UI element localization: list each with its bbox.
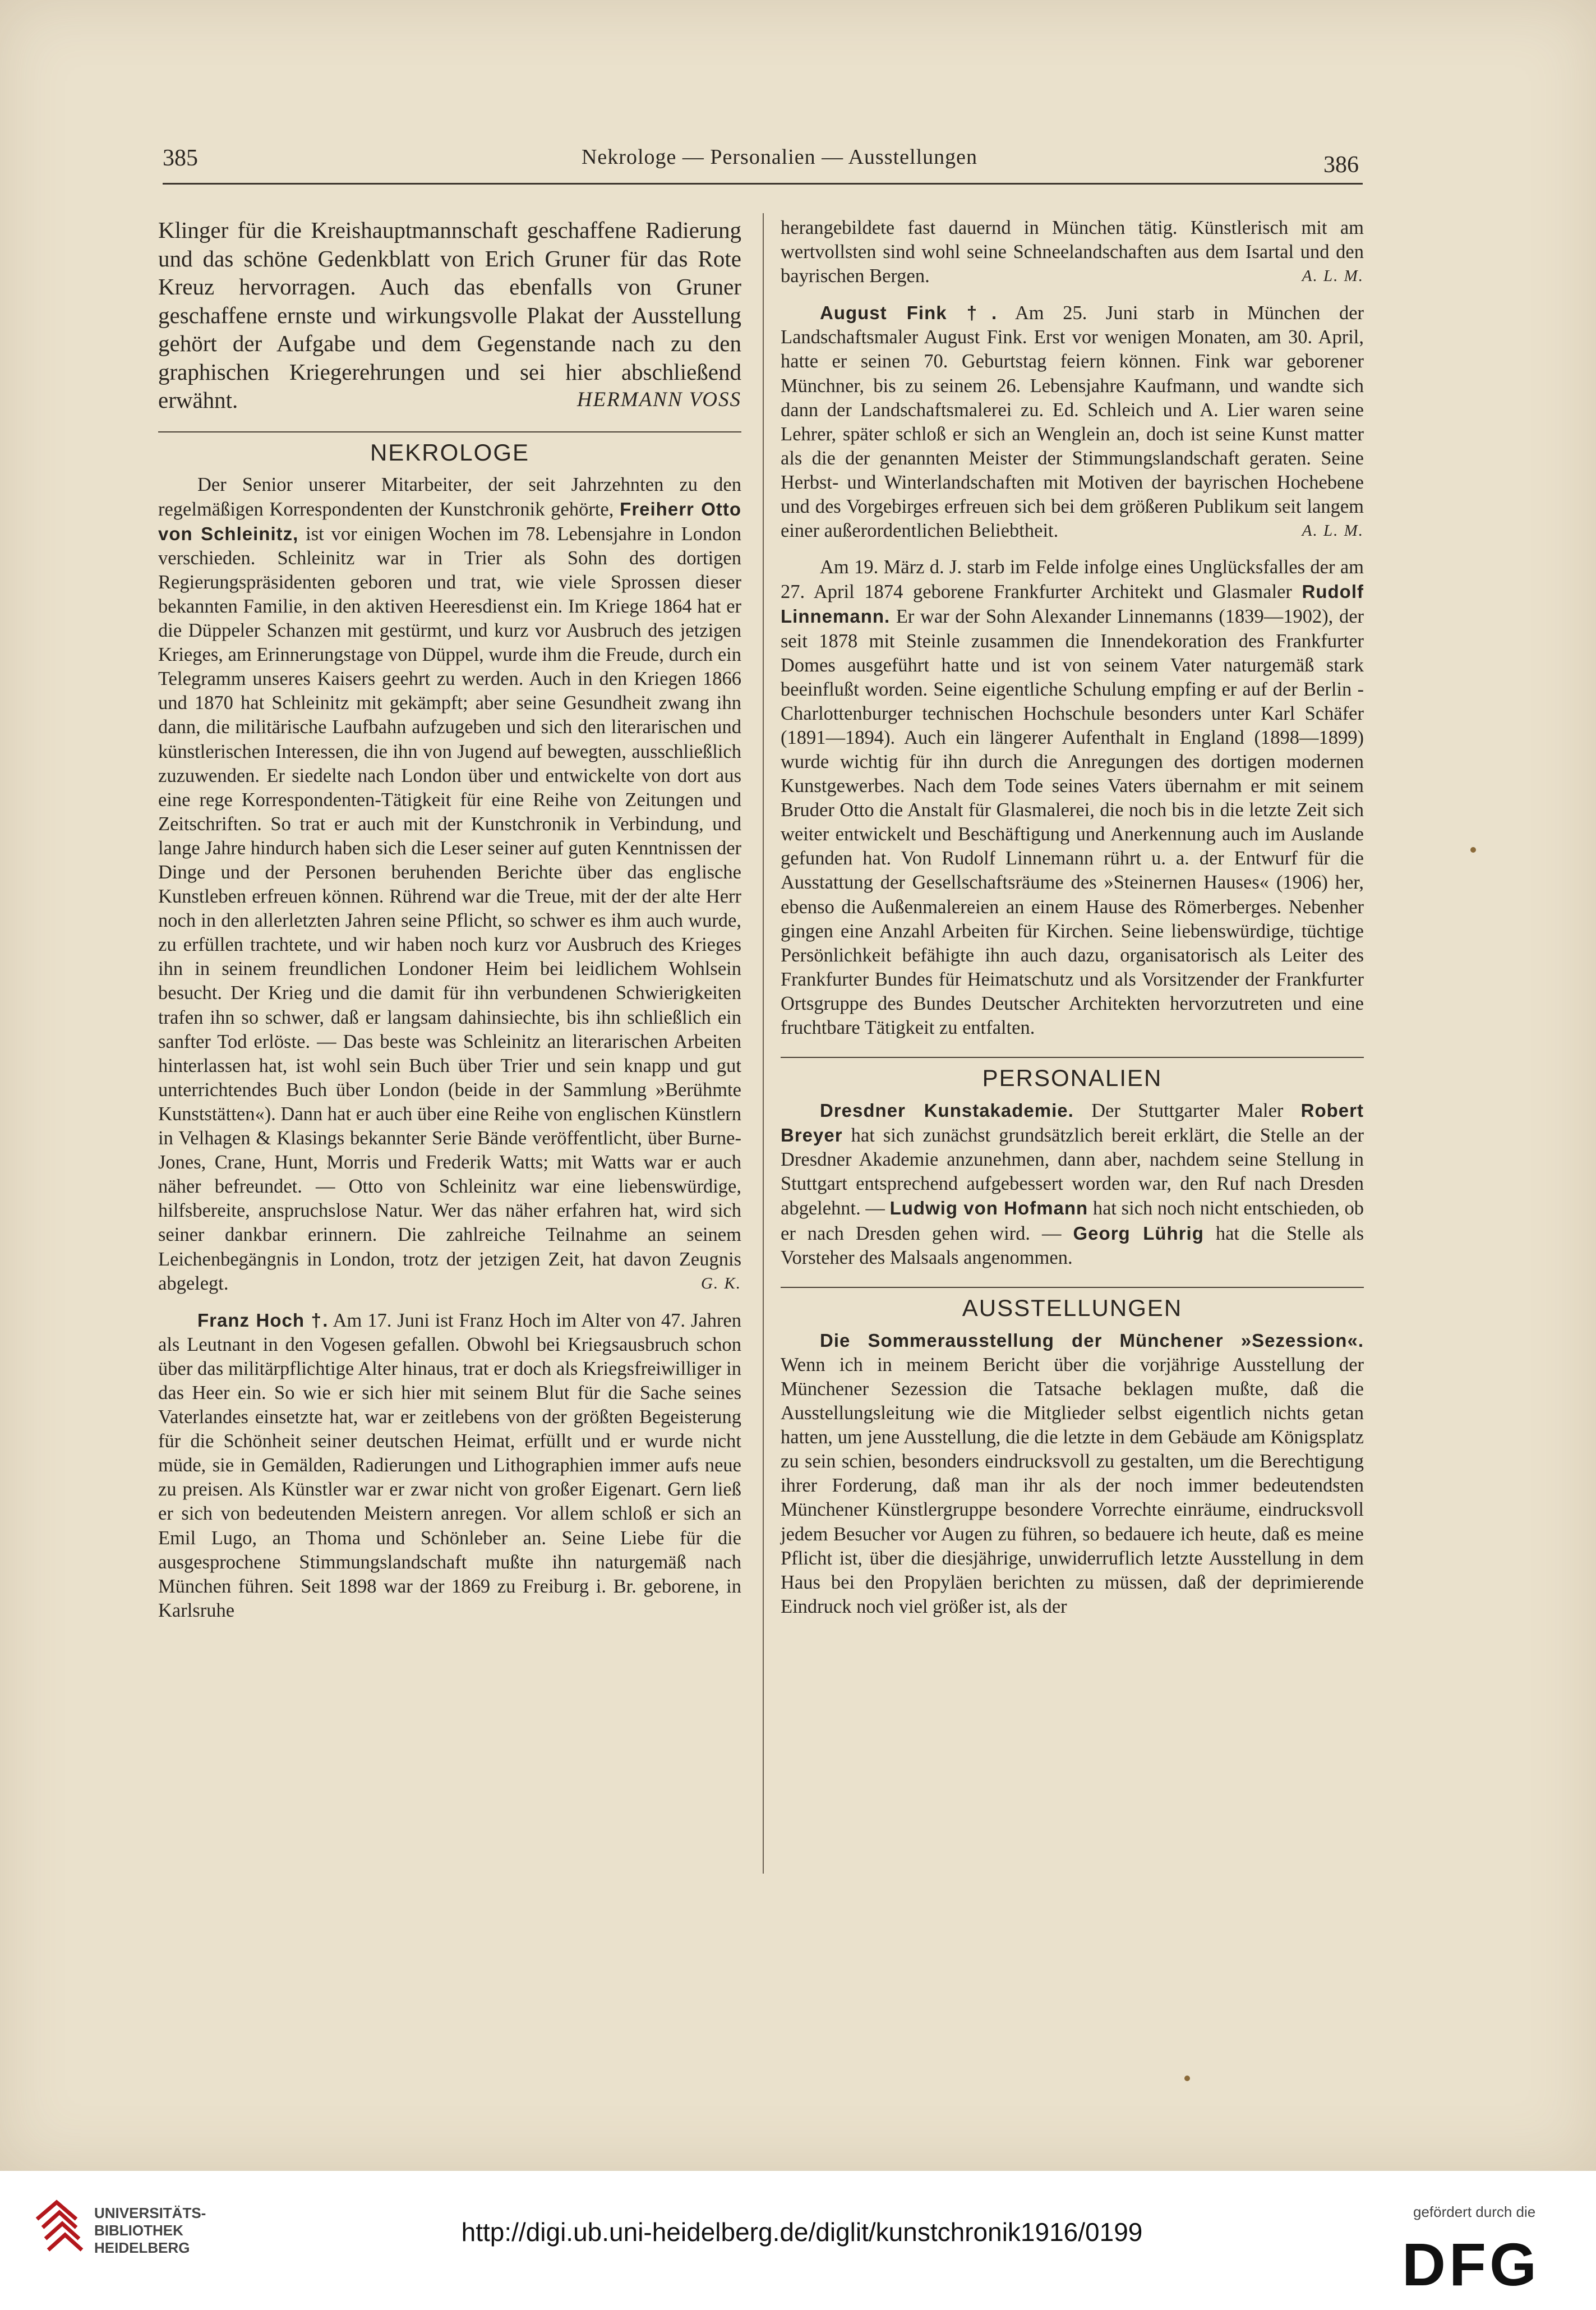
- section-title-nekrologe: NEKROLOGE: [370, 439, 530, 466]
- section-rule: [158, 431, 741, 432]
- ausstellungen-text: Wenn ich in meinem Bericht über die vorjährige Ausstellung der Münchener Sezession die Tatsache beklagen mußte, daß die Ausstellungsleitung wie die Mitglieder selbst eigentlich nichts getan hatten, um jene Ausstellung, die die letzte in dem Gebäude am Königsplatz zu sein schien, besonders eindrucksvoll zu gestalten, um die Berechtigung ihrer Forderung, daß man ihr als der noch immer bedeutendsten Münchener Künstlergruppe besondere Vorrechte einräume, eindrucksvoll jedem Besucher vor Augen zu führen, so bedauere ich heute, daß es meine Pflicht ist, über die diesjährige, unwiderruflich letzte Ausstellung in dem Haus bei den Propyläen berichten zu müssen, daß der deprimierende Eindruck noch viel größer ist, als der: [781, 1354, 1364, 1617]
- intro-text: Klinger für die Kreishauptmannschaft geschaffene Radierung und das schöne Gedenkblatt von Erich Gruner für das Rote Kreuz hervorragen. Auch das ebenfalls von Gruner geschaffene ernste und wirkungsvolle Plakat der Ausstellung gehört der Aufgabe und dem Gegenstande nach zu den graphischen Kriegerehrungen und sei hier abschließend erwähnt.: [158, 217, 741, 413]
- intro-signature: HERMANN VOSS: [576, 388, 741, 411]
- section-rule: [781, 1057, 1364, 1058]
- library-line-3: HEIDELBERG: [94, 2239, 190, 2256]
- viewer-footer: [0, 2171, 1596, 2310]
- hoch-name: Franz Hoch †.: [197, 1309, 329, 1331]
- fink-name: August Fink †.: [820, 302, 998, 324]
- running-title: Nekrologe — Personalien — Ausstellungen: [581, 145, 977, 169]
- personalien-text-d: hat die Stelle als Vorsteher des Malsaals angenommen.: [781, 1222, 1364, 1268]
- page-header: [0, 0, 1596, 191]
- name-breyer: Robert Breyer: [781, 1100, 1364, 1146]
- right-column: [781, 216, 1364, 1619]
- left-column: [158, 216, 741, 1623]
- library-line-1: UNIVERSITÄTS-: [94, 2205, 206, 2221]
- library-name: [94, 2205, 206, 2257]
- linnemann-text-a: Am 19. März d. J. starb im Felde infolge eines Unglücksfalles der am 27. April 1874 geborene Frankfurter Architekt und Glasmaler: [781, 556, 1364, 603]
- fink-signature: A. L. M.: [1302, 522, 1364, 540]
- personalien-text-a: Der Stuttgarter Maler: [1073, 1100, 1301, 1122]
- personalien-paragraph: [781, 1098, 1364, 1270]
- funded-by-label: gefördert durch die: [1413, 2203, 1536, 2220]
- personalien-text-b: hat sich zunächst grundsätzlich bereit erklärt, die Stelle an der Dresdner Akademie anzunehmen, dann aber, nachdem seine Stellung in Stuttgart entsprechend aufgebessert worden war, den Ruf nach Dresden abgelehnt. —: [781, 1125, 1364, 1220]
- library-line-2: BIBLIOTHEK: [94, 2222, 183, 2239]
- obituary-fink: [781, 301, 1364, 543]
- university-library-logo-icon: [31, 2197, 87, 2258]
- personalien-text-c: hat sich noch nicht entschieden, ob er nach Dresden gehen wird. —: [781, 1198, 1364, 1244]
- name-hofmann: Ludwig von Hofmann: [889, 1198, 1088, 1219]
- schleinitz-name: Freiherr Otto von Schleinitz,: [158, 498, 741, 544]
- schleinitz-signature: G. K.: [700, 1274, 741, 1292]
- ausstellungen-paragraph: [781, 1328, 1364, 1619]
- permalink-url[interactable]: http://digi.ub.uni-heidelberg.de/diglit/kunstchronik1916/0199: [461, 2217, 1143, 2247]
- page-number-right: 386: [1323, 152, 1359, 178]
- column-divider: [763, 213, 764, 1874]
- hoch-cont-text: herangebildete fast dauernd in München tätig. Künstlerisch mit am wertvollsten sind wohl seine Schneelandschaften aus dem Isartal und den bayrischen Bergen.: [781, 217, 1364, 287]
- ausstellungen-heading: Die Sommerausstellung der Münchener »Sezession«.: [820, 1329, 1364, 1351]
- personalien-heading: Dresdner Kunstakademie.: [820, 1100, 1074, 1121]
- hoch-continuation: [781, 216, 1364, 288]
- header-rule: [163, 183, 1363, 185]
- section-title-ausstellungen: AUSSTELLUNGEN: [962, 1294, 1183, 1321]
- hoch-text: Am 17. Juni ist Franz Hoch im Alter von 47. Jahren als Leutnant in den Vogesen gefallen. Obwohl bei Kriegsausbruch schon über das militärpflichtige Alter hinaus, trat er doch als Kriegsfreiwilliger in das Heer ein. So wie er sich hier mit seinem Blut für die Sache seines Vaterlandes einsetzte hat, war er zeitlebens von der größten Begeisterung für die Schönheit seiner deutschen Heimat, erfüllt und er wurde nicht müde, sie in Gemälden, Radierungen und Lithographien immer aufs neue zu preisen. Als Künstler war er zwar nicht von großer Eigenart. Gern ließ er sich von bedeutenden Meistern anregen. Vor allem schloß er sich an Emil Lugo, an Thoma und Schönleber an. Seine Liebe für die ausgesprochene Stimmungslandschaft mußte ihn naturgemäß nach München führen. Seit 1898 war der 1869 zu Freiburg i. Br. geborene, in Karlsruhe: [158, 1309, 741, 1621]
- paper-speck: [1184, 2076, 1190, 2081]
- dfg-logo-icon: DFG: [1402, 2230, 1540, 2298]
- section-rule: [781, 1287, 1364, 1288]
- linnemann-name: Rudolf Linnemann.: [781, 581, 1364, 627]
- obituary-schleinitz: [158, 473, 741, 1296]
- intro-paragraph: [158, 216, 741, 415]
- obituary-linnemann: [781, 555, 1364, 1040]
- section-title-personalien: PERSONALIEN: [982, 1065, 1163, 1092]
- obituary-hoch: [158, 1308, 741, 1623]
- fink-text: Am 25. Juni starb in München der Landschaftsmaler August Fink. Erst vor wenigen Monaten, am 30. April, hatte er seinen 70. Geburtstag feiern können. Fink war geborener Münchner, bis zu seinem 26. Lebensjahre Kaufmann, und wandte sich dann der Landschaftsmalerei zu. Ed. Schleich und A. Lier waren seine Lehrer, später schloß er sich an Wenglein an, doch ist seine Kunst matter als die der genannten Meister der Stimmungslandschaft geraten. Seine Herbst- und Winterlandschaften mit Motiven der bayrischen Hochebene und des Vorgebirges erfreuen sich bei dem größeren Publikum seit langem einer außerordentlichen Beliebtheit.: [781, 302, 1364, 542]
- page-number-left: 385: [163, 145, 198, 171]
- linnemann-text-b: Er war der Sohn Alexander Linnemanns (1839—1902), der seit 1878 mit Steinle zusammen die Innendekoration des Frankfurter Domes ausgeführt hatte und ist von seinem Vater naturgemäß stark beeinflußt worden. Seine eigentliche Schulung empfing er auf der Berlin - Charlottenburger technischen Hochschule besonders unter Karl Schäfer (1891—1894). Auch ein längerer Aufenthalt in England (1898—1899) wurde wichtig für ihn durch die Anregungen des dortigen modernen Kunstgewerbes. Nach dem Tode seines Vaters übernahm er mit seinem Bruder Otto die Anstalt für Glasmalerei, die noch bis in die letzte Zeit sich weiter entwickelt und Beschäftigung und Anerkennung auch im Auslande gefunden hat. Von Rudolf Linnemann rührt u. a. der Entwurf für die Ausstattung der Gesellschaftsräume des »Steinernen Hauses« (1906) her, ebenso die Außenmalereien an einem Hause des Römerberges. Nebenher gingen eine Anzahl Arbeiten für Kirchen. Seine liebenswürdige, tüchtige Persönlichkeit befähigte ihn auch dazu, organisatorisch als Leiter des Frankfurter Bundes für Heimatschutz und als Vorsitzender der Frankfurter Ortsgruppe des Bundes Deutscher Architekten hervorzutreten und eine fruchtbare Tätigkeit zu entfalten.: [781, 606, 1364, 1038]
- schleinitz-text-a: Der Senior unserer Mitarbeiter, der seit Jahrzehnten zu den regelmäßigen Korrespondenten der Kunstchronik gehörte,: [158, 473, 741, 520]
- paper-speck: [1470, 847, 1476, 853]
- schleinitz-text-b: ist vor einigen Wochen im 78. Lebensjahre in London verschieden. Schleinitz war in Trier als Sohn des dortigen Regierungspräsidenten geboren und trat, wie viele Sprossen dieser bekannten Familie, in den aktiven Heeresdienst ein. Im Kriege 1864 hat er die Düppeler Schanzen mit gestürmt, und kurz vor Ausbruch des jetzigen Krieges, am Erinnerungstage von Düppel, wurde ihm die Freude, durch ein Telegramm unseres Kaisers geehrt zu werden. Auch in den Kriegen 1866 und 1870 hat Schleinitz mit gekämpft; aber seine Gesundheit zwang ihn dann, die militärische Laufbahn aufzugeben und sich den literarischen und künstlerischen Interessen, die ihn von Jugend auf bewegten, ausschließlich zuzuwenden. Er siedelte nach London über und entwickelte von dort aus eine rege Korrespondenten-Tätigkeit für eine Reihe von Zeitungen und Zeitschriften. So trat er auch mit der Kunstchronik in Verbindung, und lange Jahre hindurch haben sich die Leser seiner auf guten Kenntnissen der Dinge und der Personen beruhenden Berichte über das englische Kunstleben erfreuen können. Rührend war die Treue, mit der der alte Herr noch in den allerletzten Jahren seine Pflicht, so schwer es ihm auch wurde, zu erfüllen trachtete, und wir haben noch kurz vor Ausbruch des Krieges ihn in seinem freundlichen Londoner Heim bei leidlichem Wohlsein besucht. Der Krieg und die damit für ihn verbundenen Schwierigkeiten trafen ihn so schwer, daß er langsam dahinsiechte, bis ihn schließlich ein sanfter Tod erlöste. — Das beste was Schleinitz an literarischen Arbeiten hinterlassen hat, ist wohl sein Buch über Trier und sein knapp und gut unterrichtendes Buch über London (beide in der Sammlung »Berühmte Kunststätten«). Dann hat er auch über eine Reihe von englischen Künstlern in Velhagen & Klasings bekannter Serie Bände veröffentlicht, über Burne-Jones, Crane, Hunt, Morris und Frederik Watts; mit Watts war er auch näher befreundet. — Otto von Schleinitz war eine liebenswürdige, hilfsbereite, anspruchslose Natur. Wer das näher erfahren hat, wird sich seiner dankbar erinnern. Die zahlreiche Teilnahme an seinem Leichenbegängnis in London, trotz der jetzigen Zeit, hat davon Zeugnis abgelegt.: [158, 523, 741, 1294]
- name-luehrig: Georg Lührig: [1073, 1222, 1204, 1244]
- hoch-signature: A. L. M.: [1302, 267, 1364, 286]
